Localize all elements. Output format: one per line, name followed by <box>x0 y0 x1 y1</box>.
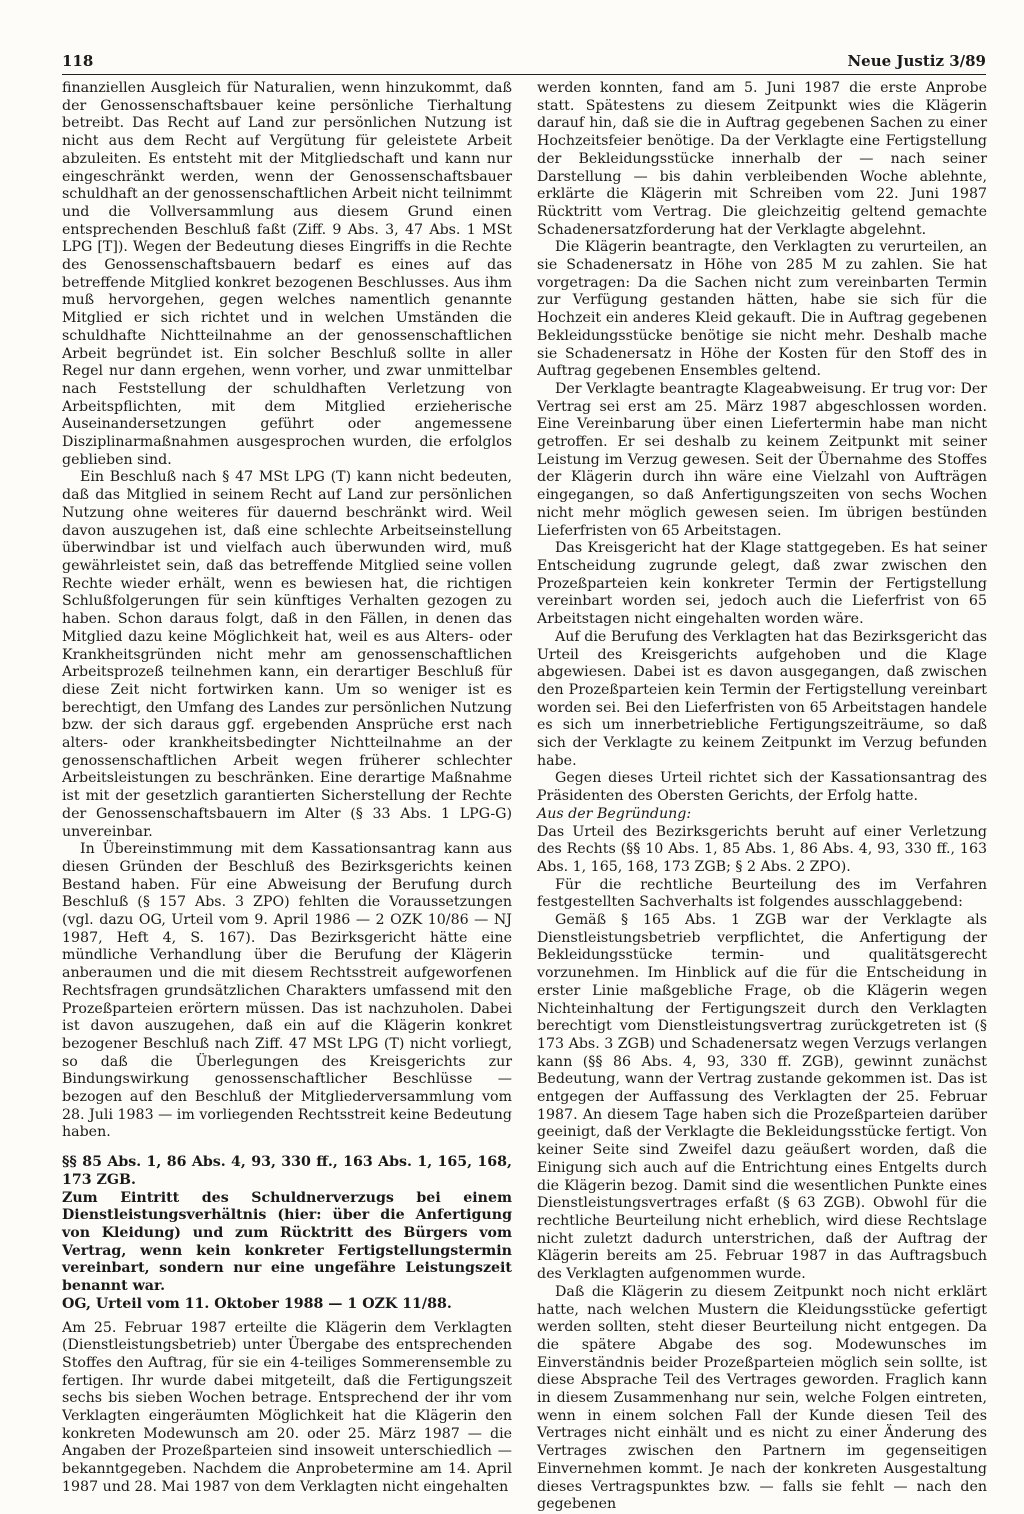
paragraph: Gegen dieses Urteil richtet sich der Kassationsantrag des Präsidenten des Obersten Gerichts, der Erfolg hatte. <box>537 770 987 805</box>
paragraph: Die Klägerin beantragte, den Verklagten zu verurteilen, an sie Schadenersatz in Höhe von 285 M zu zahlen. Sie hat vorgetragen: Da die Sachen nicht zum vereinbarten Termin zur Verfügung gestanden hätten, habe sie sich für die Hochzeit ein anderes Kleid gekauft. Die in Auftrag gegebenen Bekleidungsstücke benötige sie nicht mehr. Deshalb mache sie Schadenersatz in Höhe der Kosten für den Stoff des in Auftrag gegebenen Ensembles geltend. <box>537 239 987 380</box>
paragraph: Am 25. Februar 1987 erteilte die Klägerin dem Verklagten (Dienstleistungsbetrieb) unter Übergabe des entsprechenden Stoffes den Auftrag, für sie ein 4-teiliges Sommerensemble zu fertigen. Ihr wurde dabei mitgeteilt, daß die Fertigungszeit sechs bis sieben Wochen betrage. Entsprechend der ihr vom Verklagten eingeräumten Möglichkeit hat die Klägerin den konkreten Modewunsch am 20. oder 25. März 1987 — die Angaben der Prozeßparteien sind insoweit unterschiedlich — bekanntgegeben. Nachdem die Anprobetermine am 14. April 1987 und 28. Mai 1987 von dem Verklagten nicht eingehalten <box>62 1319 512 1495</box>
paragraph: Für die rechtliche Beurteilung des im Verfahren festgestellten Sachverhalts ist folgendes ausschlaggebend: <box>537 876 987 911</box>
paragraph: finanziellen Ausgleich für Naturalien, wenn hinzukommt, daß der Genossenschaftsbauer keine persönliche Tierhaltung betreibt. Das Recht auf Land zur persönlichen Nutzung ist nicht aus dem Recht auf Vergütung für geleistete Arbeit abzuleiten. Es entsteht mit der Mitgliedschaft und kann nur eingeschränkt werden, wenn der Genossenschaftsbauer schuldhaft an der genossenschaftlichen Arbeit nicht teilnimmt und die Vollversammlung aus diesem Grund einen entsprechenden Beschluß faßt (Ziff. 9 Abs. 3, 47 Abs. 1 MSt LPG [T]). Wegen der Bedeutung dieses Eingriffs in die Rechte des Genossenschaftsbauern bedarf es eines auf das betreffende Mitglied konkret bezogenen Beschlusses. Aus ihm muß hervorgehen, gegen welches namentlich genannte Mitglied er sich richtet und in welchen Umständen die schuldhafte Nichtteilnahme an der genossenschaftlichen Arbeit begründet ist. Ein solcher Beschluß sollte in aller Regel nur dann ergehen, wenn vorher, und zwar unmittelbar nach Feststellung der schuldhaften Verletzung von Arbeitspflichten, mit dem Mitglied erzieherische Auseinandersetzungen geführt oder angemessene Disziplinarmaßnahmen ausgesprochen wurden, die erfolglos geblieben sind. <box>62 80 512 468</box>
paragraph: Das Kreisgericht hat der Klage stattgegeben. Es hat seiner Entscheidung zugrunde gelegt, daß zwar zwischen den Prozeßparteien kein konkreter Termin der Fertigstellung vereinbart worden sei, jedoch auch die Lieferfrist von 65 Arbeitstagen nicht eingehalten worden wäre. <box>537 540 987 628</box>
reasons-label: Aus der Begründung: <box>537 805 692 822</box>
headnote: Zum Eintritt des Schuldnerverzugs bei einem Dienstleistungsverhältnis (hier: über die Anfertigung von Kleidung) und zum Rücktritt des Bürgers vom Vertrag, wenn kein konkreter Fertigstellungstermin vereinbart, sondern nur eine ungefähre Leistungszeit benannt war. <box>62 1189 512 1295</box>
page-header <box>62 50 986 75</box>
paragraph: Der Verklagte beantragte Klageabweisung. Er trug vor: Der Vertrag sei erst am 25. März 1987 abgeschlossen worden. Eine Vereinbarung über einen Liefertermin habe man nicht getroffen. Er sei deshalb zu keinem Zeitpunkt mit seiner Leistung im Verzug gewesen. Seit der Übernahme des Stoffes der Klägerin durch ihn wäre eine Vielzahl von Aufträgen eingegangen, so daß Anfertigungszeiten von sechs Wochen nicht mehr möglich gewesen seien. Im übrigen bestünden Lieferfristen von 65 Arbeitstagen. <box>537 380 987 539</box>
paragraph: werden konnten, fand am 5. Juni 1987 die erste Anprobe statt. Spätestens zu diesem Zeitpunkt wies die Klägerin darauf hin, daß sie die in Auftrag gegebenen Sachen zu einer Hochzeitsfeier benötige. Da der Verklagte eine Fertigstellung der Bekleidungsstücke innerhalb der — nach seiner Darstellung — bis dahin verbleibenden Woche ablehnte, erklärte die Klägerin mit Schreiben vom 22. Juni 1987 Rücktritt vom Vertrag. Die gleichzeitig geltend gemachte Schadenersatzforderung hat der Verklagte abgelehnt. <box>537 80 987 238</box>
right-column <box>537 80 987 1513</box>
page-number: 118 <box>62 52 94 70</box>
journal-issue: Neue Justiz 3/89 <box>847 52 986 70</box>
left-column <box>62 80 512 1495</box>
paragraph: Gemäß § 165 Abs. 1 ZGB war der Verklagte als Dienstleistungsbetrieb verpflichtet, die Anfertigung der Bekleidungsstücke termin- und qualitätsgerecht vorzunehmen. Im Hinblick auf die für die Entscheidung in erster Linie maßgebliche Frage, ob die Klägerin wegen Nichteinhaltung der Fertigungszeit durch den Verklagten berechtigt vom Dienstleistungsvertrag zurückgetreten ist (§ 173 Abs. 3 ZGB) und Schadenersatz wegen Verzugs verlangen kann (§§ 86 Abs. 4, 93, 330 ff. ZGB), gewinnt zunächst Bedeutung, wann der Vertrag zustande gekommen ist. Das ist entgegen der Auffassung des Verklagten der 25. Februar 1987. An diesem Tage haben sich die Prozeßparteien darüber geeinigt, daß der Verklagte die Bekleidungsstücke fertigt. Von keiner Seite sind Zweifel dazu geäußert worden, daß die Einigung sich auch auf die Entrichtung eines Entgelts durch die Klägerin bezog. Damit sind die wesentlichen Punkte eines Dienstleistungsvertrages erfaßt (§ 63 ZGB). Obwohl für die rechtliche Beurteilung nicht erheblich, wird diese Rechtslage nicht zuletzt dadurch unterstrichen, daß der Auftrag der Klägerin bereits am 25. Februar 1987 in das Auftragsbuch des Verklagten aufgenommen wurde. <box>537 912 987 1283</box>
paragraph: In Übereinstimmung mit dem Kassationsantrag kann aus diesen Gründen der Beschluß des Bezirksgerichts keinen Bestand haben. Für eine Abweisung der Berufung durch Beschluß (§ 157 Abs. 3 ZPO) fehlten die Voraussetzungen (vgl. dazu OG, Urteil vom 9. April 1986 — 2 OZK 10/86 — NJ 1987, Heft 4, S. 167). Das Bezirksgericht hätte eine mündliche Verhandlung über die Berufung der Klägerin anberaumen und die mit diesem Rechtsstreit aufgeworfenen Rechtsfragen grundsätzlichen Charakters umfassend mit den Prozeßparteien erörtern müssen. Das ist nachzuholen. Dabei ist davon auszugehen, daß ein auf die Klägerin konkret bezogener Beschluß nach Ziff. 47 MSt LPG (T) nicht vorliegt, so daß die Überlegungen des Kreisgerichts zur Bindungswirkung genossenschaftlicher Beschlüsse — bezogen auf den Beschluß der Mitgliederversammlung vom 28. Juli 1983 — im vorliegenden Rechtsstreit keine Bedeutung haben. <box>62 841 512 1141</box>
paragraph: Das Urteil des Bezirksgerichts beruht auf einer Verletzung des Rechts (§§ 10 Abs. 1, 85 Abs. 1, 86 Abs. 4, 93, 330 ff., 163 Abs. 1, 165, 168, 173 ZGB; § 2 Abs. 2 ZPO). <box>537 823 987 875</box>
paragraph: Ein Beschluß nach § 47 MSt LPG (T) kann nicht bedeuten, daß das Mitglied in seinem Recht auf Land zur persönlichen Nutzung ohne weiteres für dauernd beschränkt wird. Weil davon auszugehen ist, daß eine schlechte Arbeitseinstellung überwindbar ist und vielfach auch überwunden wird, muß gewährleistet sein, daß das betreffende Mitglied seine vollen Rechte wieder erhält, wenn es bewiesen hat, die richtigen Schlußfolgerungen für sein künftiges Verhalten gezogen zu haben. Schon daraus folgt, daß in den Fällen, in denen das Mitglied dazu keine Möglichkeit hat, weil es aus Alters- oder Krankheitsgründen nicht mehr am genossenschaftlichen Arbeitsprozeß teilnehmen kann, ein derartiger Beschluß für diese Zeit nicht fortwirken kann. Um so weniger ist es berechtigt, den Umfang des Landes zur persönlichen Nutzung bzw. der sich daraus ggf. ergebenden Ansprüche erst nach alters- oder krankheitsbedingter Nichtteilnahme an der genossenschaftlichen Arbeit wegen früherer schlechter Arbeitsleistungen zu beschränken. Eine derartige Maßnahme ist mit der gesetzlich garantierten Sicherstellung der Rechte der Genossenschaftsbauern im Alter (§ 33 Abs. 1 LPG-G) unvereinbar. <box>62 469 512 840</box>
statute-references: §§ 85 Abs. 1, 86 Abs. 4, 93, 330 ff., 163 Abs. 1, 165, 168, 173 ZGB. <box>62 1154 512 1188</box>
paragraph: Daß die Klägerin zu diesem Zeitpunkt noch nicht erklärt hatte, nach welchen Mustern die Kleidungsstücke gefertigt werden sollten, steht dieser Beurteilung nicht entgegen. Da die spätere Abgabe des sog. Modewunsches im Einverständnis beider Prozeßparteien möglich sein sollte, ist diese Absprache Teil des Vertrages geworden. Fraglich kann in diesem Zusammenhang nur sein, welche Folgen eintreten, wenn in einem solchen Fall der Kunde diesen Teil des Vertrages nicht einhält und es nicht zu einer Änderung des Vertrages zwischen den Partnern im gegenseitigen Einvernehmen kommt. Je nach der konkreten Ausgestaltung dieses Vertragspunktes bzw. — falls sie fehlt — nach den gegebenen <box>537 1283 987 1513</box>
paragraph: Auf die Berufung des Verklagten hat das Bezirksgericht das Urteil des Kreisgerichts aufgehoben und die Klage abgewiesen. Dabei ist es davon ausgegangen, daß zwischen den Prozeßparteien kein Termin der Fertigstellung vereinbart worden sei. Bei den Lieferfristen von 65 Arbeitstagen handele es sich um innerbetriebliche Fertigungszeiträume, so daß sich der Verklagte zu keinem Zeitpunkt im Verzug befunden habe. <box>537 628 987 769</box>
court-decision: OG, Urteil vom 11. Oktober 1988 — 1 OZK 11/88. <box>62 1295 452 1312</box>
case-heading <box>62 1154 512 1313</box>
